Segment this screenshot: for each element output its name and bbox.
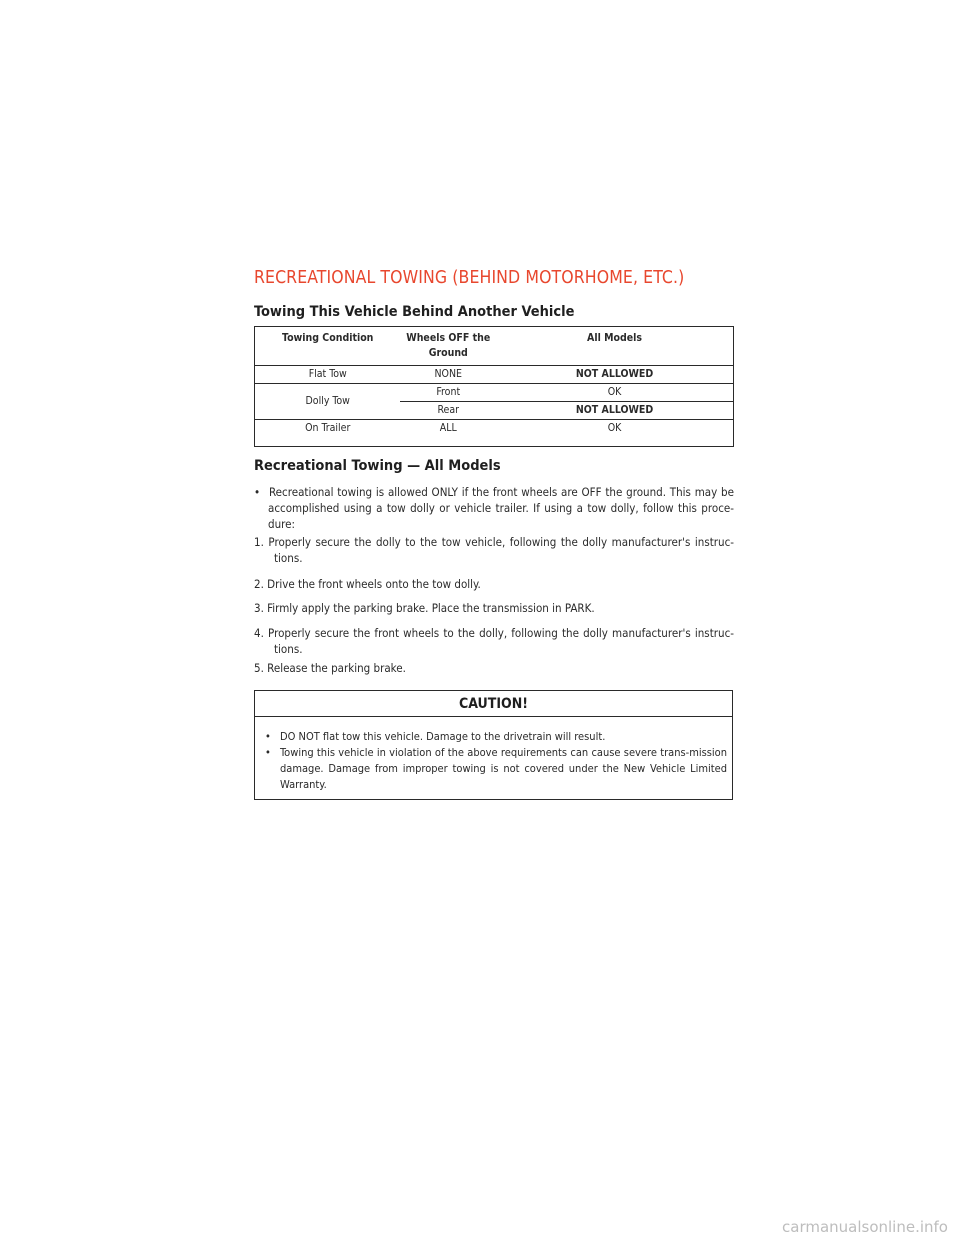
section2-heading: Recreational Towing — All Models bbox=[254, 458, 501, 474]
step-5: 5. Release the parking brake. bbox=[254, 661, 406, 675]
cell-dolly-front: Front bbox=[400, 384, 496, 402]
caution-body bbox=[265, 729, 727, 793]
header-all-models: All Models bbox=[496, 327, 733, 366]
caution-title: CAUTION! bbox=[255, 691, 732, 717]
watermark: carmanualsonline.info bbox=[782, 1218, 948, 1236]
step-1: 1. Properly secure the dolly to the tow vehicle, following the dolly manufacturer's instruc-tions. bbox=[254, 535, 734, 565]
table-header-row bbox=[255, 327, 734, 366]
cell-flat-tow-models: NOT ALLOWED bbox=[496, 366, 733, 384]
cell-flat-tow-wheels: NONE bbox=[400, 366, 496, 384]
towing-table bbox=[254, 326, 734, 447]
header-towing-condition: Towing Condition bbox=[255, 327, 401, 366]
cell-dolly-rear: Rear bbox=[400, 402, 496, 420]
step-3: 3. Firmly apply the parking brake. Place the transmission in PARK. bbox=[254, 601, 595, 615]
cell-dolly-tow: Dolly Tow bbox=[255, 384, 401, 420]
intro-text: Recreational towing is allowed ONLY if the front wheels are OFF the ground. This may be accomplished using a tow dolly or vehicle trailer. If using a tow dolly, follow this proce-dure: bbox=[268, 485, 734, 531]
step-2: 2. Drive the front wheels onto the tow dolly. bbox=[254, 577, 481, 591]
bullet-icon: • bbox=[265, 730, 271, 743]
caution-item: • Towing this vehicle in violation of the above requirements can cause severe trans-mission damage. Damage from improper towing is not covered under the New Vehicle Limited Warranty. bbox=[265, 746, 727, 791]
table-heading: Towing This Vehicle Behind Another Vehicle bbox=[254, 304, 575, 320]
caution-item: • DO NOT flat tow this vehicle. Damage to the drivetrain will result. bbox=[265, 730, 606, 743]
cell-dolly-front-models: OK bbox=[496, 384, 733, 402]
cell-dolly-rear-models: NOT ALLOWED bbox=[496, 402, 733, 420]
caution-box bbox=[254, 690, 733, 800]
step-4: 4. Properly secure the front wheels to the dolly, following the dolly manufacturer's instruc-tions. bbox=[254, 626, 734, 656]
cell-on-trailer: On Trailer bbox=[305, 422, 351, 434]
cell-on-trailer-models: OK bbox=[607, 422, 622, 434]
header-wheels-off-ground: Wheels OFF the Ground bbox=[400, 327, 496, 366]
intro-paragraph bbox=[254, 484, 734, 532]
table-row bbox=[255, 366, 734, 384]
table-row bbox=[255, 384, 734, 402]
section-title: RECREATIONAL TOWING (BEHIND MOTORHOME, ETC.) bbox=[254, 268, 685, 288]
bullet-icon: • bbox=[254, 485, 261, 499]
cell-flat-tow: Flat Tow bbox=[255, 366, 401, 384]
table-row bbox=[255, 420, 734, 447]
cell-on-trailer-wheels: ALL bbox=[439, 422, 457, 434]
bullet-icon: • bbox=[265, 746, 271, 759]
